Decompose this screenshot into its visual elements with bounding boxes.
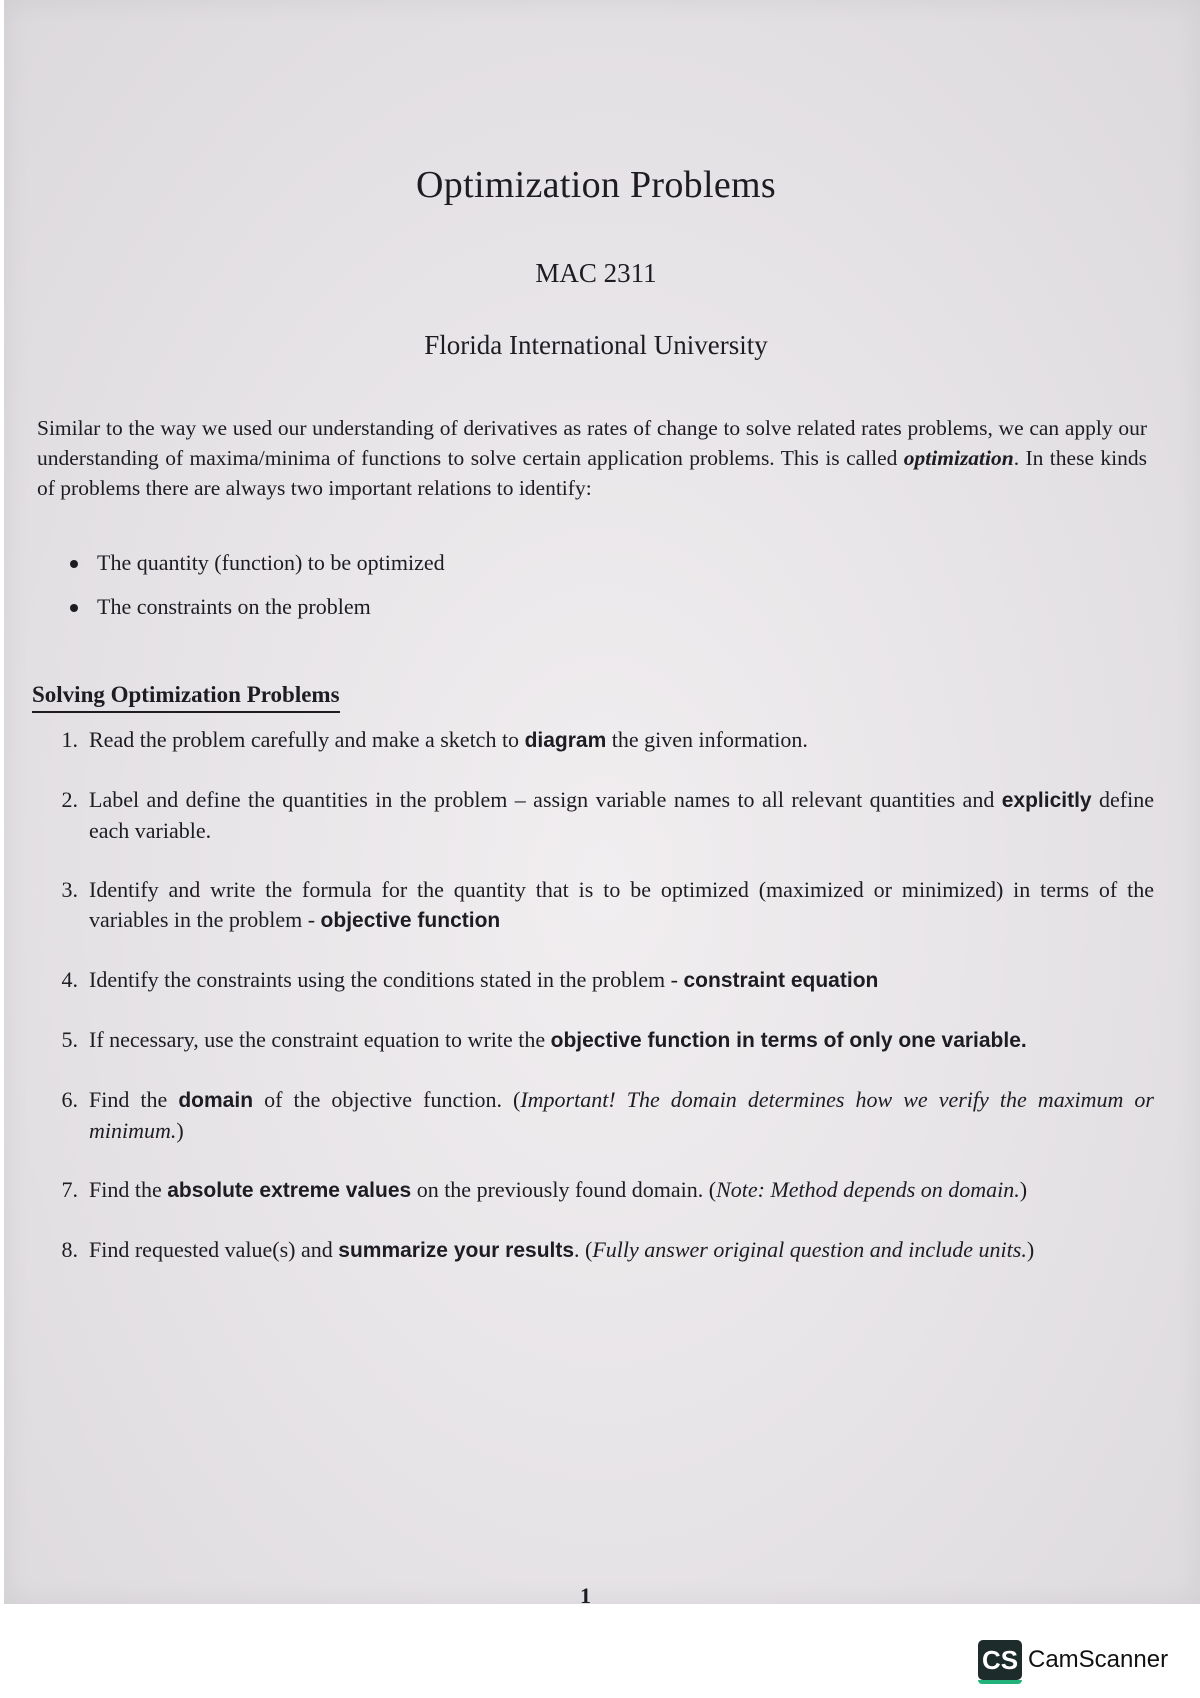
steps-list (44, 725, 1154, 1295)
relations-list (62, 548, 445, 636)
step-text: Identify the constraints using the conditions stated in the problem - (89, 967, 684, 992)
step-number: 1. (61, 727, 78, 752)
step-note: Note: Method depends on domain. (716, 1177, 1020, 1202)
list-item (62, 592, 445, 636)
step-text: Label and define the quantities in the problem – assign variable names to all relevant quantities and (89, 787, 1002, 812)
step-text: Read the problem carefully and make a sketch to (89, 727, 525, 752)
step-keyword: explicitly (1001, 789, 1092, 812)
course-code: MAC 2311 (535, 258, 657, 288)
step-note: Fully answer original question and include units. (592, 1237, 1027, 1262)
bullet-icon (70, 604, 78, 612)
step-text: Find requested value(s) and (89, 1237, 339, 1262)
section-heading: Solving Optimization Problems (32, 682, 340, 713)
step-number: 4. (61, 967, 78, 992)
step-item (44, 1175, 1154, 1206)
step-item (44, 785, 1154, 846)
step-text: ) (1019, 1177, 1028, 1202)
step-keyword: constraint equation (683, 969, 879, 992)
list-item (62, 548, 445, 592)
step-item (44, 725, 1154, 756)
step-text: . ( (574, 1237, 593, 1262)
camscanner-watermark (978, 1638, 1168, 1682)
bullet-icon (70, 560, 78, 568)
camscanner-logo-icon (978, 1640, 1022, 1680)
step-note: Important! The domain determines how we verify the maximum or minimum. (89, 1087, 1154, 1143)
step-text: ) (176, 1118, 184, 1143)
step-item (44, 875, 1154, 936)
step-number: 6. (61, 1087, 78, 1112)
step-text: on the previously found domain. ( (411, 1177, 717, 1202)
step-text: ) (1026, 1237, 1035, 1262)
camscanner-name: CamScanner (1028, 1646, 1169, 1673)
logo-accent-bar (978, 1680, 1022, 1684)
step-text: If necessary, use the constraint equation to write the (89, 1027, 551, 1052)
step-item (44, 1235, 1154, 1266)
logo-text: CS (981, 1645, 1019, 1675)
intro-text-before: Similar to the way we used our understanding of derivatives as rates of change to solve related rates problems, we can apply our understanding of maxima/minima of functions to solve certain application problems. This is called (37, 416, 1147, 470)
intro-paragraph (37, 413, 1147, 503)
step-text: Find the (89, 1087, 179, 1112)
document-title: Optimization Problems (416, 164, 776, 206)
intro-emphasis: optimization (903, 446, 1014, 470)
step-number: 7. (61, 1177, 78, 1202)
step-text: Find the (89, 1177, 168, 1202)
step-keyword: objective function (320, 909, 501, 932)
step-number: 2. (61, 787, 78, 812)
step-number: 3. (61, 877, 78, 902)
step-number: 8. (61, 1237, 78, 1262)
step-item (44, 965, 1154, 996)
step-keyword: summarize your results (338, 1239, 575, 1262)
step-text: of the objective function. ( (253, 1087, 521, 1112)
step-keyword: domain (178, 1089, 254, 1112)
step-item (44, 1085, 1154, 1146)
step-item (44, 1025, 1154, 1056)
scanned-paper (4, 0, 1200, 1608)
step-keyword: absolute extreme values (167, 1179, 412, 1202)
step-number: 5. (61, 1027, 78, 1052)
intro-text-after: . In these kinds of problems there are always two important relations to identify: (37, 446, 1147, 500)
university-name: Florida International University (424, 330, 768, 360)
step-keyword: diagram (524, 729, 607, 752)
step-text: the given information. (606, 727, 808, 752)
bullet-text: The quantity (function) to be optimized (97, 550, 445, 575)
bullet-text: The constraints on the problem (97, 594, 371, 619)
step-keyword: objective function in terms of only one variable. (550, 1029, 1027, 1052)
step-text: Identify and write the formula for the quantity that is to be optimized (maximized or minimized) in terms of the variables in the problem - (89, 877, 1154, 932)
page-number: 1 (580, 1583, 591, 1608)
step-text: define each variable. (89, 787, 1154, 843)
